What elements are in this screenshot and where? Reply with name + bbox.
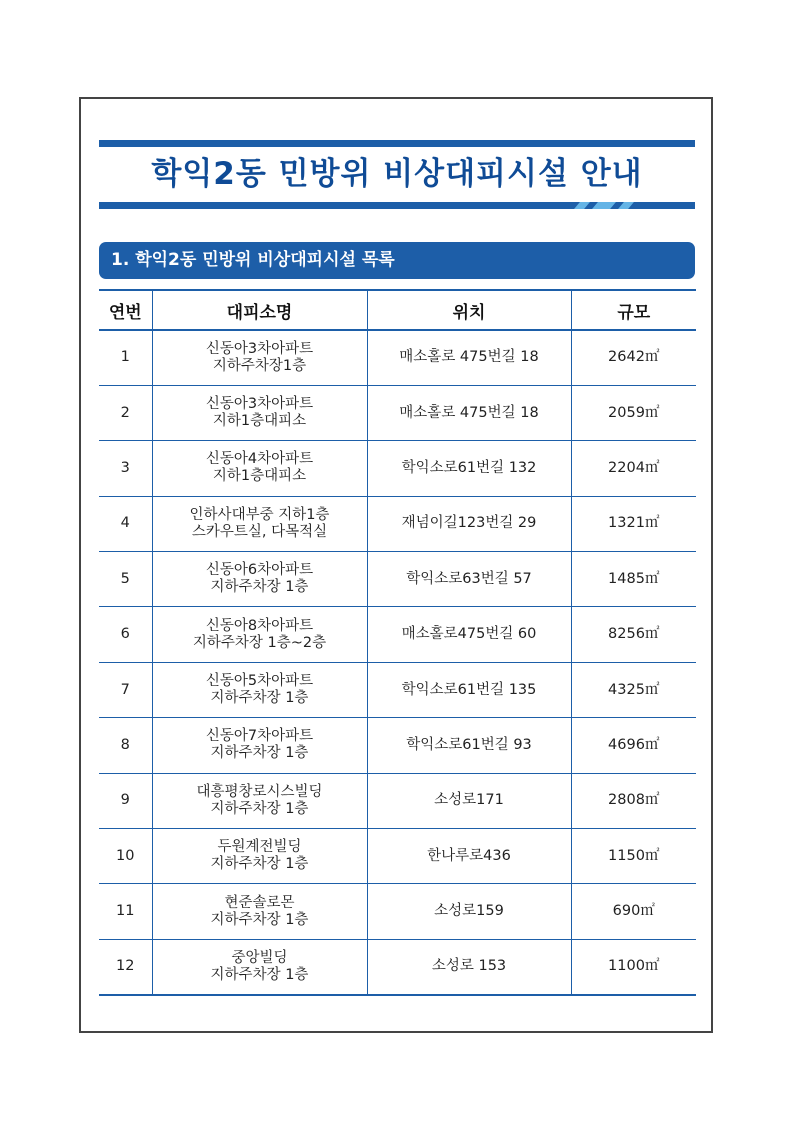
cell-shelter-name	[152, 718, 367, 773]
cell-number: 3	[99, 441, 152, 496]
cell-size: 4696㎡	[571, 718, 696, 773]
column-header-shelter-name: 대피소명	[152, 290, 367, 330]
cell-size: 2059㎡	[571, 385, 696, 440]
table-row	[99, 552, 696, 607]
shelter-name-line-2: 지하주차장1층	[212, 357, 307, 374]
cell-shelter-name	[152, 552, 367, 607]
shelter-name-line-2: 지하주차장 1층	[210, 690, 309, 707]
cell-number: 10	[99, 829, 152, 884]
shelter-name-line-2: 지하주차장 1층	[210, 911, 309, 928]
shelter-name-line-2: 지하주차장 1층	[210, 579, 309, 596]
title-top-bar	[99, 140, 695, 147]
cell-shelter-name	[152, 829, 367, 884]
table-row	[99, 607, 696, 662]
cell-location: 소성로159	[367, 884, 571, 939]
shelter-name-line-1: 신동아7차아파트	[205, 728, 314, 745]
cell-location: 학익소로61번길 135	[367, 662, 571, 717]
cell-shelter-name	[152, 330, 367, 385]
shelter-name-line-1: 신동아5차아파트	[205, 673, 314, 690]
shelter-name-line-1: 신동아4차아파트	[205, 451, 314, 468]
shelter-name-line-2: 스카우트실, 다목적실	[191, 523, 328, 540]
cell-location: 매소홀로475번길 60	[367, 607, 571, 662]
cell-size: 2808㎡	[571, 773, 696, 828]
shelter-name-line-2: 지하주차장 1층~2층	[192, 634, 327, 651]
shelter-name-line-1: 신동아6차아파트	[205, 562, 314, 579]
table-row	[99, 884, 696, 939]
cell-number: 4	[99, 496, 152, 551]
cell-location: 학익소로61번길 132	[367, 441, 571, 496]
shelter-name-line-2: 지하1층대피소	[212, 468, 307, 485]
cell-size: 1150㎡	[571, 829, 696, 884]
cell-size: 1485㎡	[571, 552, 696, 607]
table-row	[99, 385, 696, 440]
cell-size: 1321㎡	[571, 496, 696, 551]
cell-location: 재넘이길123번길 29	[367, 496, 571, 551]
cell-location: 한나루로436	[367, 829, 571, 884]
column-header-location: 위치	[367, 290, 571, 330]
cell-size: 2204㎡	[571, 441, 696, 496]
shelter-name-line-1: 중앙빌딩	[231, 949, 288, 966]
table-row	[99, 773, 696, 828]
decorative-stripe	[618, 202, 634, 209]
cell-number: 11	[99, 884, 152, 939]
document-frame	[79, 97, 713, 1033]
cell-number: 12	[99, 939, 152, 994]
cell-shelter-name	[152, 496, 367, 551]
cell-shelter-name	[152, 884, 367, 939]
shelter-name-line-2: 지하주차장 1층	[210, 745, 309, 762]
table-header-row	[99, 290, 696, 330]
shelter-name-line-1: 현준솔로몬	[224, 894, 295, 911]
cell-size: 8256㎡	[571, 607, 696, 662]
cell-number: 1	[99, 330, 152, 385]
cell-shelter-name	[152, 662, 367, 717]
cell-location: 소성로171	[367, 773, 571, 828]
shelter-name-line-1: 신동아3차아파트	[205, 340, 314, 357]
shelter-name-line-1: 신동아8차아파트	[205, 617, 314, 634]
cell-size: 2642㎡	[571, 330, 696, 385]
column-header-size: 규모	[571, 290, 696, 330]
section-header: 1. 학익2동 민방위 비상대피시설 목록	[99, 242, 695, 279]
cell-number: 7	[99, 662, 152, 717]
shelter-name-line-1: 인하사대부중 지하1층	[189, 506, 330, 523]
cell-size: 1100㎡	[571, 939, 696, 994]
cell-location: 소성로 153	[367, 939, 571, 994]
cell-shelter-name	[152, 773, 367, 828]
cell-shelter-name	[152, 385, 367, 440]
shelter-name-line-1: 두원계전빌딩	[217, 839, 302, 856]
cell-location: 매소홀로 475번길 18	[367, 385, 571, 440]
cell-shelter-name	[152, 607, 367, 662]
shelter-name-line-2: 지하1층대피소	[212, 413, 307, 430]
decorative-stripe	[592, 202, 616, 209]
cell-number: 2	[99, 385, 152, 440]
shelter-name-line-1: 대흥평창로시스빌딩	[196, 783, 323, 800]
decorative-stripe	[574, 202, 590, 209]
cell-number: 9	[99, 773, 152, 828]
title-bottom-bar	[99, 202, 695, 209]
table-row	[99, 441, 696, 496]
cell-shelter-name	[152, 939, 367, 994]
table-row	[99, 496, 696, 551]
cell-shelter-name	[152, 441, 367, 496]
column-header-number: 연번	[99, 290, 152, 330]
shelter-name-line-1: 신동아3차아파트	[205, 396, 314, 413]
table-row	[99, 662, 696, 717]
shelter-name-line-2: 지하주차장 1층	[210, 966, 309, 983]
cell-location: 매소홀로 475번길 18	[367, 330, 571, 385]
table-row	[99, 939, 696, 994]
shelter-name-line-2: 지하주차장 1층	[210, 800, 309, 817]
table-row	[99, 330, 696, 385]
cell-size: 4325㎡	[571, 662, 696, 717]
shelter-name-line-2: 지하주차장 1층	[210, 856, 309, 873]
cell-number: 5	[99, 552, 152, 607]
cell-location: 학익소로61번길 93	[367, 718, 571, 773]
cell-number: 8	[99, 718, 152, 773]
table-row	[99, 718, 696, 773]
shelter-table	[99, 289, 696, 996]
table-row	[99, 829, 696, 884]
cell-number: 6	[99, 607, 152, 662]
page-title: 학익2동 민방위 비상대피시설 안내	[151, 156, 643, 192]
cell-size: 690㎡	[571, 884, 696, 939]
cell-location: 학익소로63번길 57	[367, 552, 571, 607]
